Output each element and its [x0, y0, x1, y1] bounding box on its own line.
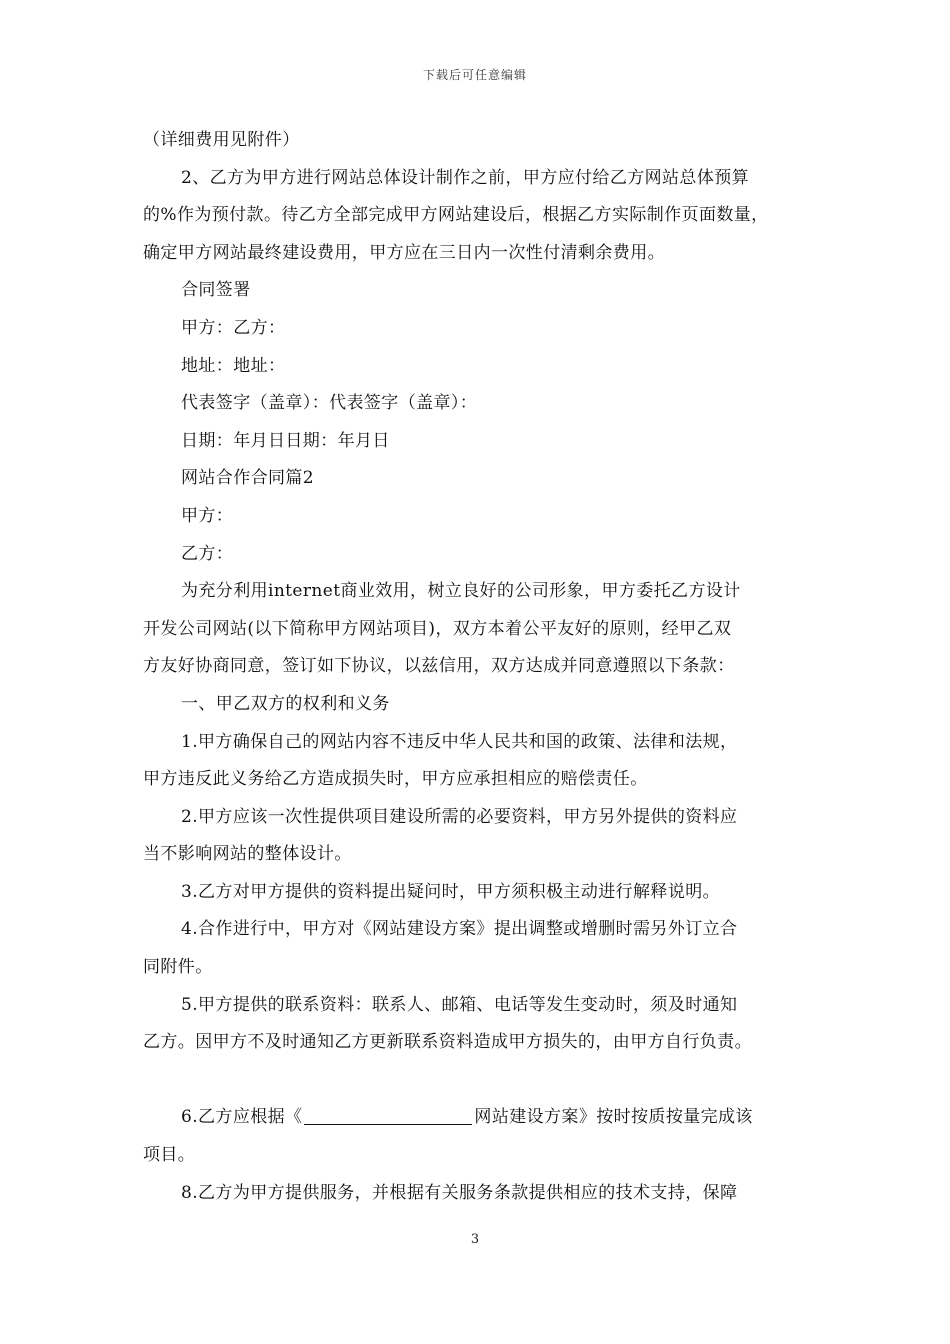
paragraph-line: 乙方。因甲方不及时通知乙方更新联系资料造成甲方损失的，由甲方自行负责。: [143, 1032, 752, 1053]
paragraph-line: 地址：地址：: [181, 355, 286, 376]
paragraph-line: 合同签署: [181, 280, 251, 301]
paragraph: [143, 310, 823, 348]
paragraph-line: 2、乙方为甲方进行网站总体设计制作之前，甲方应付给乙方网站总体预算: [181, 167, 750, 188]
paragraph: [143, 724, 823, 799]
paragraph-line: 甲方：乙方：: [181, 317, 286, 338]
paragraph: [143, 911, 823, 986]
paragraph-line: 2.甲方应该一次性提供项目建设所需的必要资料，甲方另外提供的资料应: [181, 806, 738, 827]
paragraph-line: 确定甲方网站最终建设费用，甲方应在三日内一次性付清剩余费用。: [143, 242, 665, 263]
clause-text: 网站建设方案》按时按质按量完成该: [474, 1107, 753, 1128]
paragraph: [143, 272, 823, 310]
paragraph-item-8: [143, 1175, 823, 1213]
paragraph: [143, 874, 823, 912]
paragraph-line: 日期：年月日日期：年月日: [181, 430, 390, 451]
paragraph-line: 当不影响网站的整体设计。: [143, 844, 352, 865]
paragraph: [143, 573, 823, 686]
page-number: 3: [470, 1232, 480, 1247]
paragraph: [143, 122, 823, 160]
paragraph-list: [143, 122, 823, 1062]
paragraph: [143, 686, 823, 724]
paragraph: [143, 987, 823, 1062]
paragraph: [143, 423, 823, 461]
paragraph-line: 3.乙方对甲方提供的资料提出疑问时，甲方须积极主动进行解释说明。: [181, 881, 721, 902]
paragraph-line: [143, 1099, 823, 1137]
paragraph-line: 同附件。: [143, 957, 213, 978]
paragraph-line: 代表签字（盖章）：代表签字（盖章）：: [181, 393, 478, 414]
paragraph-item-6: [143, 1099, 823, 1174]
paragraph-line: 乙方：: [181, 543, 234, 564]
paragraph-line: 网站合作合同篇2: [181, 468, 315, 489]
paragraph-line: （详细费用见附件）: [143, 130, 300, 150]
paragraph: [143, 348, 823, 386]
paragraph-line: 4.合作进行中，甲方对《网站建设方案》提出调整或增删时需另外订立合: [181, 919, 738, 940]
paragraph: [143, 536, 823, 574]
page-header: 下载后可任意编辑: [422, 68, 527, 82]
paragraph-line: 的%作为预付款。待乙方全部完成甲方网站建设后，根据乙方实际制作页面数量，: [143, 205, 769, 226]
paragraph-line: 开发公司网站(以下简称甲方网站项目)，双方本着公平友好的原则，经甲乙双: [143, 618, 732, 639]
blank-gap: [143, 1062, 823, 1100]
paragraph-line: 甲方违反此义务给乙方造成损失时，甲方应承担相应的赔偿责任。: [143, 769, 648, 790]
paragraph-line: 方友好协商同意，签订如下协议，以兹信用，双方达成并同意遵照以下条款：: [143, 656, 735, 677]
paragraph: [143, 460, 823, 498]
paragraph-line: 1.甲方确保自己的网站内容不违反中华人民共和国的政策、法律和法规，: [181, 731, 738, 752]
paragraph: [143, 799, 823, 874]
paragraph: [143, 160, 823, 273]
paragraph-line: 为充分利用internet商业效用，树立良好的公司形象，甲方委托乙方设计: [181, 581, 741, 602]
paragraph-line: 5.甲方提供的联系资料：联系人、邮箱、电话等发生变动时，须及时通知: [181, 994, 738, 1015]
paragraph-line: 甲方：: [181, 505, 234, 526]
paragraph: [143, 385, 823, 423]
paragraph-line: 一、甲乙双方的权利和义务: [181, 693, 390, 714]
paragraph: [143, 498, 823, 536]
clause-text: 6.乙方应根据《: [181, 1107, 303, 1128]
paragraph-line: 项目。: [143, 1145, 196, 1166]
document-body: [143, 122, 823, 1212]
fill-in-blank: [304, 1106, 472, 1125]
paragraph-line: 8.乙方为甲方提供服务，并根据有关服务条款提供相应的技术支持，保障: [181, 1182, 738, 1203]
